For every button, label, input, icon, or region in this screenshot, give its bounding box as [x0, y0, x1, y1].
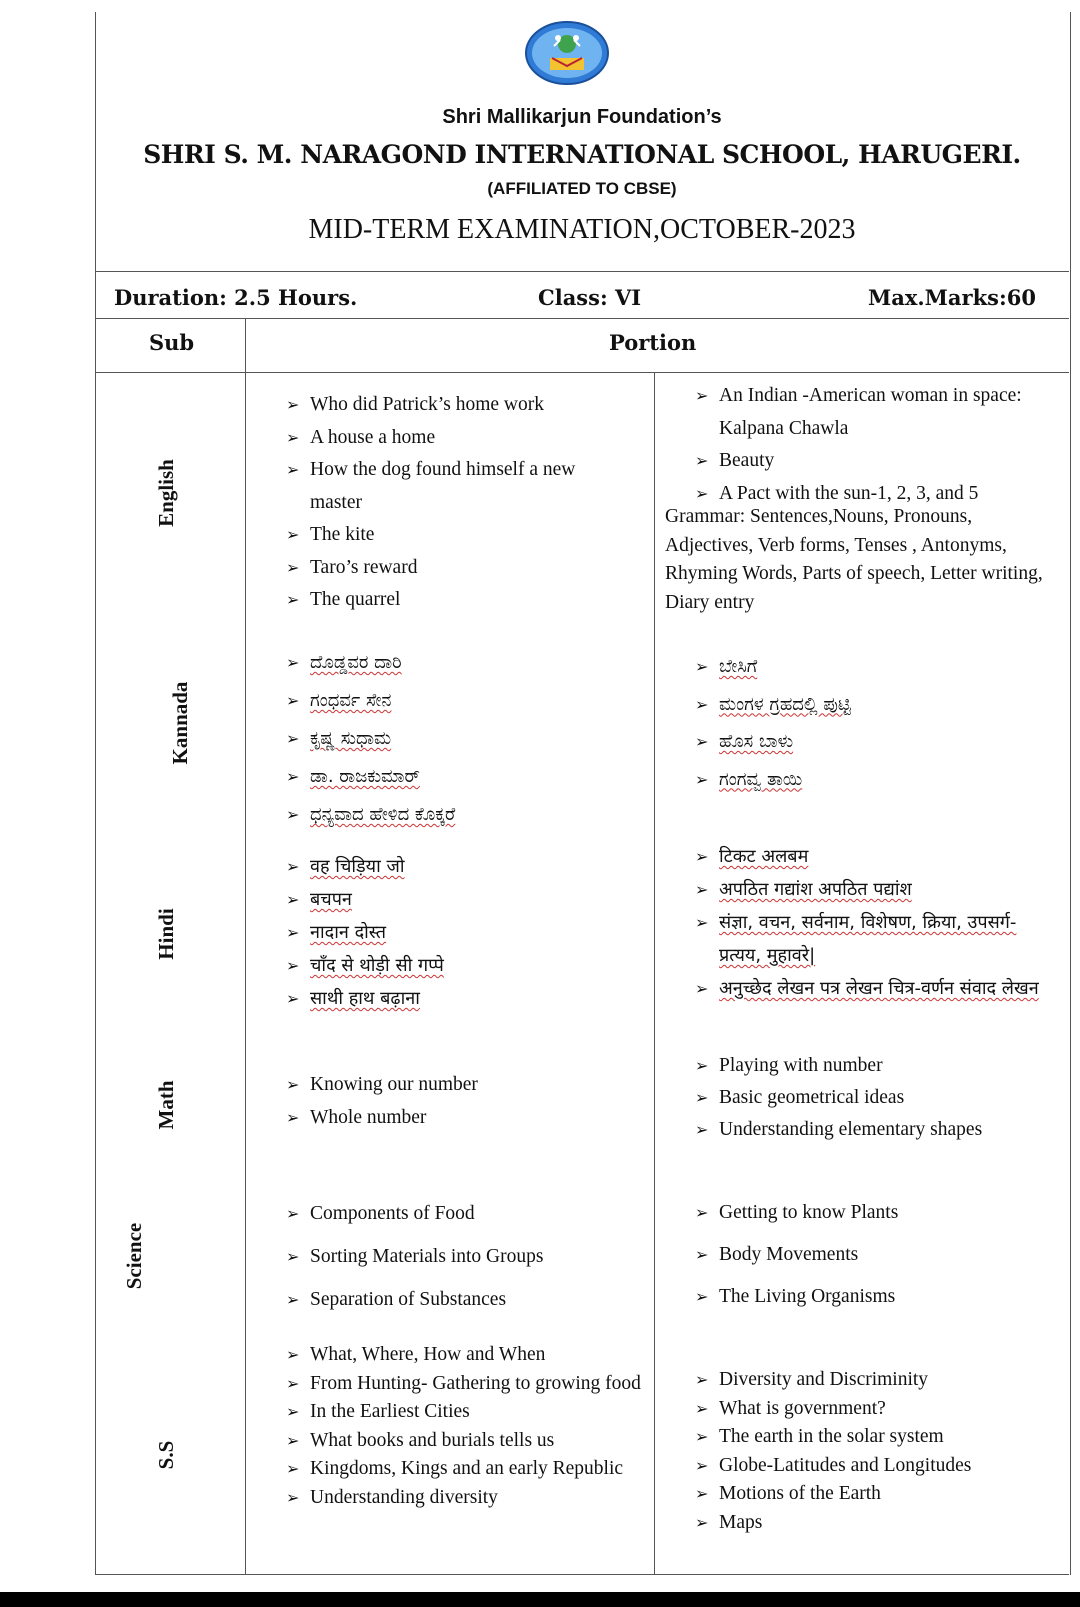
list-item: ➢ ಗಂಗವ್ವ ತಾಯಿ [695, 761, 1055, 799]
list-item: ➢ A Pact with the sun-1, 2, 3, and 5 [695, 478, 1065, 511]
list-item: ➢ चाँद से थोड़ी सी गप्पे [286, 949, 641, 982]
affiliation: (AFFILIATED TO CBSE) [487, 179, 677, 198]
list-item: ➢ टिकट अलबम [695, 840, 1050, 873]
subject-kannada: Kannada [168, 681, 192, 765]
list-item: ➢ Knowing our number [286, 1068, 636, 1101]
list-item: ➢ What is government? [695, 1395, 1055, 1424]
class-label: Class: VI [538, 285, 642, 310]
list-item: ➢ Motions of the Earth [695, 1480, 1055, 1509]
list-item: ➢ Sorting Materials into Groups [286, 1235, 636, 1278]
list-item: ➢ The earth in the solar system [695, 1423, 1055, 1452]
school-logo [524, 20, 610, 86]
list-item: ➢ Diversity and Discriminity [695, 1366, 1055, 1395]
divider [95, 271, 1069, 272]
subject-hindi: Hindi [154, 908, 178, 960]
list-item: ➢ What books and burials tells us [286, 1427, 641, 1456]
header-row-line [95, 372, 1069, 373]
kannada-right-list [695, 648, 1055, 798]
school-name: SHRI S. M. NARAGOND INTERNATIONAL SCHOOL, HARUGERI. [143, 140, 1021, 169]
list-item: ➢ Basic geometrical ideas [695, 1082, 1060, 1114]
list-item: ➢ Maps [695, 1509, 1055, 1538]
list-item: ➢ Globe-Latitudes and Longitudes [695, 1452, 1055, 1481]
list-item: ➢ Playing with number [695, 1050, 1060, 1082]
list-item: ➢ In the Earliest Cities [286, 1398, 641, 1427]
list-item: ➢ The kite [286, 519, 631, 552]
list-item: ➢ ಬೇಸಿಗೆ [695, 648, 1055, 686]
science-left-list [286, 1192, 636, 1321]
list-item: ➢ ದೊಡ್ಡವರ ದಾರಿ [286, 644, 641, 682]
subject-english: English [154, 459, 178, 527]
list-item: ➢ नादान दोस्त [286, 916, 641, 949]
math-right-list [695, 1050, 1060, 1146]
hindi-right-list [695, 840, 1050, 1005]
foundation-name: Shri Mallikarjun Foundation’s [442, 106, 722, 128]
list-item: ➢ ಧನ್ಯವಾದ ಹೇಳಿದ ಕೊಕ್ಕರೆ [286, 796, 641, 834]
math-left-list [286, 1068, 636, 1134]
english-left-list [286, 389, 631, 617]
english-right-list [695, 380, 1065, 510]
list-item: ➢ Taro’s reward [286, 552, 631, 585]
list-item: ➢ Whole number [286, 1101, 636, 1134]
ss-left-list [286, 1341, 641, 1512]
max-marks: Max.Marks:60 [868, 285, 1036, 310]
list-item: ➢ Understanding elementary shapes [695, 1114, 1060, 1146]
column-header-portion: Portion [609, 330, 697, 355]
table-top-line [95, 318, 1069, 319]
duration: Duration: 2.5 Hours. [114, 285, 358, 310]
list-item: ➢ Body Movements [695, 1234, 1055, 1276]
list-item: ➢ Components of Food [286, 1192, 636, 1235]
list-item: ➢ साथी हाथ बढ़ाना [286, 982, 641, 1015]
subject-ss: S.S [154, 1440, 178, 1470]
list-item: ➢ Separation of Substances [286, 1278, 636, 1321]
list-item: ➢ वह चिड़िया जो [286, 850, 641, 883]
list-item: ➢ ಡಾ. ರಾಜಕುಮಾರ್ [286, 758, 641, 796]
science-right-list [695, 1192, 1055, 1318]
list-item: ➢ अनुच्छेद लेखन पत्र लेखन चित्र-वर्णन संवाद लेखन [695, 972, 1050, 1005]
ss-right-list [695, 1366, 1055, 1537]
table-bottom-line [95, 1574, 1069, 1575]
list-item: ➢ The quarrel [286, 584, 631, 617]
subject-science: Science [122, 1222, 146, 1290]
hindi-left-list [286, 850, 641, 1015]
list-item: ➢ संज्ञा, वचन, सर्वनाम, विशेषण, क्रिया, उपसर्ग-प्रत्यय, मुहावरे| [695, 906, 1050, 972]
list-item: ➢ Beauty [695, 445, 1065, 478]
list-item: ➢ Who did Patrick’s home work [286, 389, 631, 422]
list-item: ➢ How the dog found himself a new master [286, 454, 631, 519]
list-item: ➢ बचपन [286, 883, 641, 916]
subject-math: Math [154, 1080, 178, 1130]
list-item: ➢ What, Where, How and When [286, 1341, 641, 1370]
list-item: ➢ An Indian -American woman in space: Kalpana Chawla [695, 380, 1065, 445]
bottom-bar [0, 1592, 1080, 1607]
list-item: ➢ ಮಂಗಳ ಗ್ರಹದಲ್ಲಿ ಪುಟ್ಟಿ [695, 686, 1055, 724]
list-item: ➢ ಕೃಷ್ಣ ಸುಧಾಮ [286, 720, 641, 758]
list-item: ➢ From Hunting- Gathering to growing food [286, 1370, 641, 1399]
list-item: ➢ ಹೊಸ ಬಾಳು [695, 723, 1055, 761]
exam-title: MID-TERM EXAMINATION,OCTOBER-2023 [308, 214, 856, 245]
list-item: ➢ अपठित गद्यांश अपठित पद्यांश [695, 873, 1050, 906]
subject-column-divider [245, 318, 246, 1575]
list-item: ➢ The Living Organisms [695, 1276, 1055, 1318]
list-item: ➢ ಗಂಧರ್ವ ಸೇನ [286, 682, 641, 720]
kannada-left-list [286, 644, 641, 834]
portion-column-divider [654, 372, 655, 1575]
list-item: ➢ Understanding diversity [286, 1484, 641, 1513]
english-grammar: Grammar: Sentences,Nouns, Pronouns, Adjectives, Verb forms, Tenses , Antonyms, Rhyming Words, Parts of speech, Letter writing, Diary entry [665, 506, 1043, 613]
list-item: ➢ Getting to know Plants [695, 1192, 1055, 1234]
list-item: ➢ Kingdoms, Kings and an early Republic [286, 1455, 641, 1484]
column-header-sub: Sub [149, 330, 195, 355]
list-item: ➢ A house a home [286, 422, 631, 455]
